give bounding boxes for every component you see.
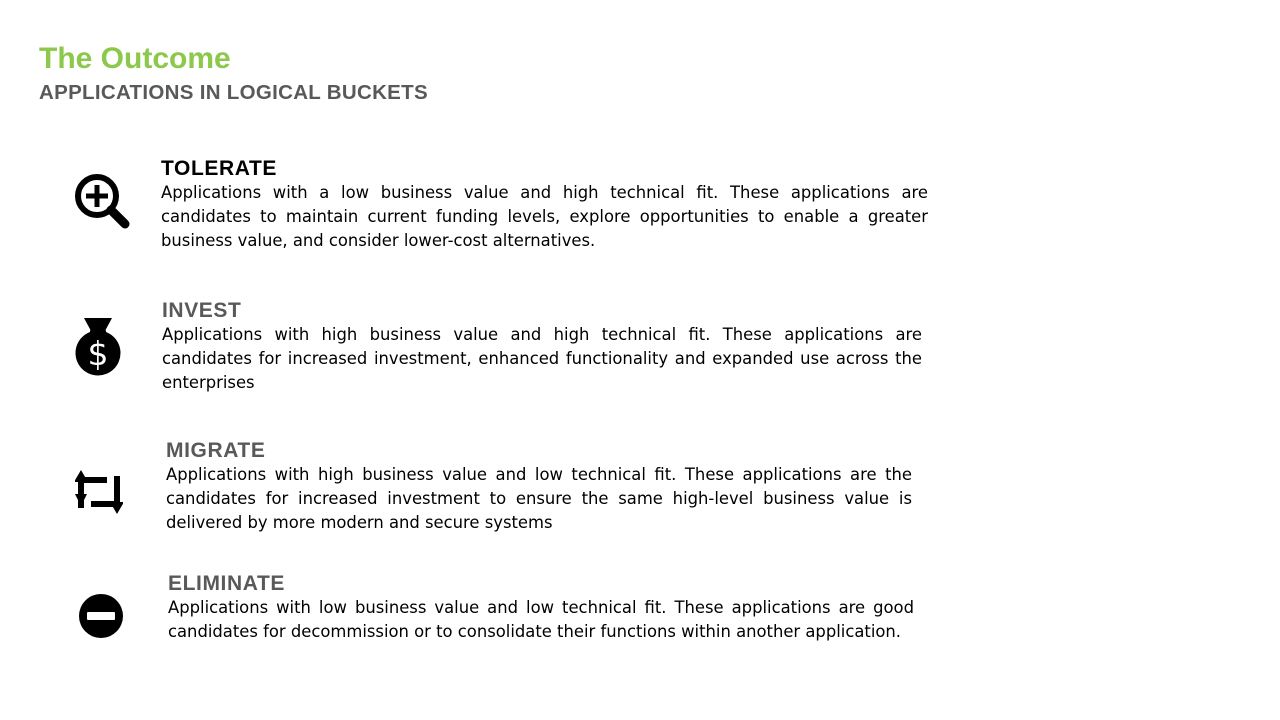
bucket-heading: TOLERATE bbox=[161, 157, 278, 180]
bucket-heading: MIGRATE bbox=[166, 439, 266, 462]
svg-text:$: $ bbox=[87, 334, 109, 373]
bucket-heading: INVEST bbox=[162, 299, 242, 322]
retweet-icon bbox=[75, 468, 123, 516]
zoom-in-icon bbox=[74, 172, 132, 232]
bucket-tolerate bbox=[161, 156, 928, 253]
minus-circle-icon bbox=[78, 592, 124, 640]
page-title: The Outcome bbox=[39, 42, 231, 75]
money-bag-icon bbox=[72, 316, 124, 378]
bucket-heading: ELIMINATE bbox=[168, 572, 286, 595]
bucket-description: Applications with a low business value and high technical fit. These applications are candidates to maintain current funding levels, explore opportunities to enable a greater business value, and consider lower-cost alternatives. bbox=[161, 183, 928, 250]
bucket-description: Applications with low business value and low technical fit. These applications are good candidates for decommission or to consolidate their functions within another application. bbox=[168, 598, 914, 641]
page-subtitle: APPLICATIONS IN LOGICAL BUCKETS bbox=[39, 81, 428, 104]
bucket-eliminate bbox=[168, 571, 914, 644]
bucket-invest bbox=[162, 298, 922, 395]
bucket-description: Applications with high business value and low technical fit. These applications are the candidates for increased investment to ensure the same high-level business value is delivered by more modern and secure systems bbox=[166, 465, 912, 532]
bucket-description: Applications with high business value and high technical fit. These applications are candidates for increased investment, enhanced functionality and expanded use across the enterprises bbox=[162, 325, 922, 392]
bucket-migrate bbox=[166, 438, 912, 535]
